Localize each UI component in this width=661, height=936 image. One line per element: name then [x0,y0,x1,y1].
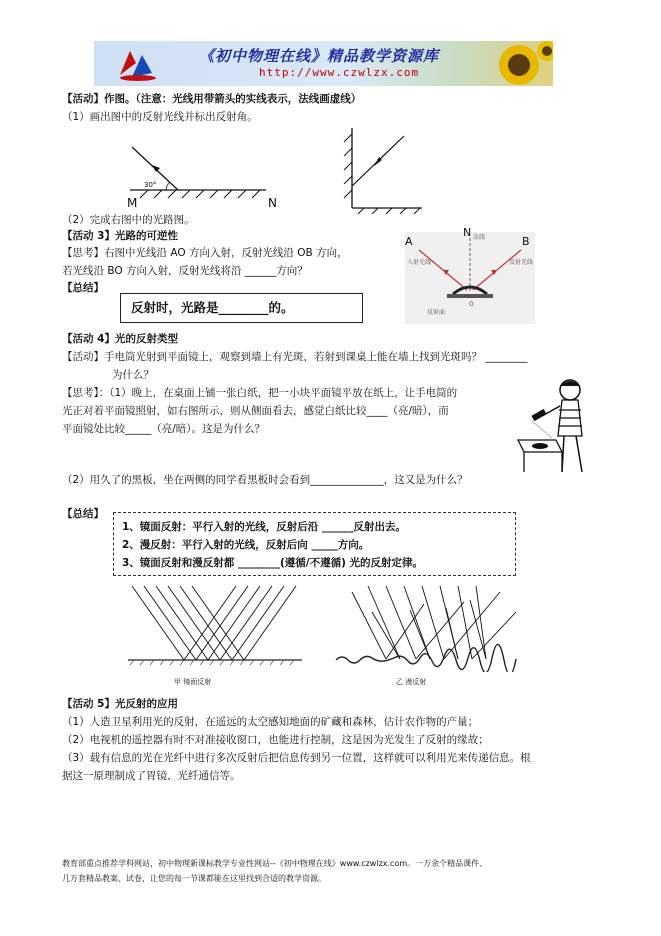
reflection-types-figure [124,582,524,672]
activity4-summary-heading: 【总结】 [62,508,104,520]
summary-specular: 1、镜面反射：平行入射的光线，反射后沿 ______反射出去。 [122,521,406,533]
draw-task-1: （1）画出图中的反射光线并标出反射角。 [62,111,258,123]
logo-icon [116,45,160,83]
mirror-label: 反射面 [427,309,446,316]
reflection-diagram-2 [338,124,428,214]
reversibility-diagram [405,226,535,324]
point-m: M [127,196,138,210]
label-b: B [522,235,530,248]
activity3-heading: 【活动 3】光路的可逆性 [62,230,178,242]
activity-draw-heading: 【活动】作图。（注意：光线用带箭头的实线表示，法线画虚线） [62,93,362,105]
summary-diffuse: 2、漫反射：平行入射的光线，反射后向 _____方向。 [122,539,370,551]
label-n: N [463,226,472,239]
point-o: O [469,301,474,308]
activity5-heading: 【活动 5】光反射的应用 [62,698,178,710]
banner-title: 《初中物理在线》精品教学资源库 [199,47,440,65]
label-a: A [405,235,413,248]
normal-label: 法线 [473,234,486,241]
banner-url[interactable]: http://www.czwlzx.com [259,66,420,79]
activity4-think-2: 光正对着平面镜照射，如右图所示，则从侧面看去，感觉白纸比较____（亮/暗），而 [62,405,449,417]
activity3-summary-heading: 【总结】 [62,282,104,294]
activity4-q2: （2）用久了的黑板，坐在两侧的同学看黑板时会看到______________，这又是为什么？ [62,474,468,486]
activity4-heading: 【活动 4】光的反射类型 [62,333,178,345]
activity4-think-1: 【思考】：（1）晚上，在桌面上铺一张白纸，把一小块平面镜平放在纸上，让手电筒的 [62,387,458,399]
flashlight-figure [512,376,598,474]
reflection-diagram-1 [118,135,278,210]
draw-task-2: （2）完成右图中的光路图。 [62,214,195,226]
header-banner [94,41,553,86]
activity4-act-2: 为什么？ [112,369,154,381]
activity5-item-3-line1: （3）载有信息的光在光纤中进行多次反射后把信息传到另一位置，这样就可以利用光来传递信息。根 [62,752,531,764]
svg-text:30°: 30° [144,181,157,189]
caption-diffuse: 乙 漫反射 [396,678,427,686]
activity5-item-3-line2: 据这一原理制成了胃镜、光纤通信等。 [62,770,241,782]
activity3-summary-text: 反射时，光路是________的。 [131,300,294,315]
summary-law: 3、镜面反射和漫反射都 ________(遵循/不遵循) 光的反射定律。 [122,557,424,569]
activity4-summary-box [113,512,516,576]
activity5-item-1: （1）人造卫星利用光的反射，在遥远的太空感知地面的矿藏和森林，估计农作物的产量； [62,716,479,728]
footer-line-2: 几万套精品教案、试卷，让您的每一节课都能在这里找到合适的教学资源。 [62,874,326,883]
activity3-think-1: 【思考】右图中光线沿 AO 方向入射，反射光线沿 OB 方向， [62,247,348,259]
point-n: N [268,196,277,210]
activity4-think-3: 平面镜处比较_____（亮/暗）。这是为什么？ [62,423,266,435]
caption-specular: 甲 镜面反射 [174,678,212,686]
sunflower-icon [489,41,553,86]
activity3-summary-box [120,293,363,323]
reflected-label: 反射光线 [509,259,534,266]
incident-label: 入射光线 [407,259,432,266]
activity5-item-2: （2）电视机的遥控器有时不对准接收窗口，也能进行控制，这是因为光发生了反射的缘故； [62,734,489,746]
footer-line-1: 教育部重点推荐学科网站，初中物理新课标教学专业性网站--《初中物理在线》www.czwlzx.com。一万余个精品课件、 [62,859,488,868]
activity4-act-1: 【活动】手电筒光射到平面镜上，观察到墙上有光斑，若射到课桌上能在墙上找到光斑吗？ ________ [62,351,528,363]
activity3-think-2: 若光线沿 BO 方向入射，反射光线将沿 ______方向？ [62,265,308,277]
